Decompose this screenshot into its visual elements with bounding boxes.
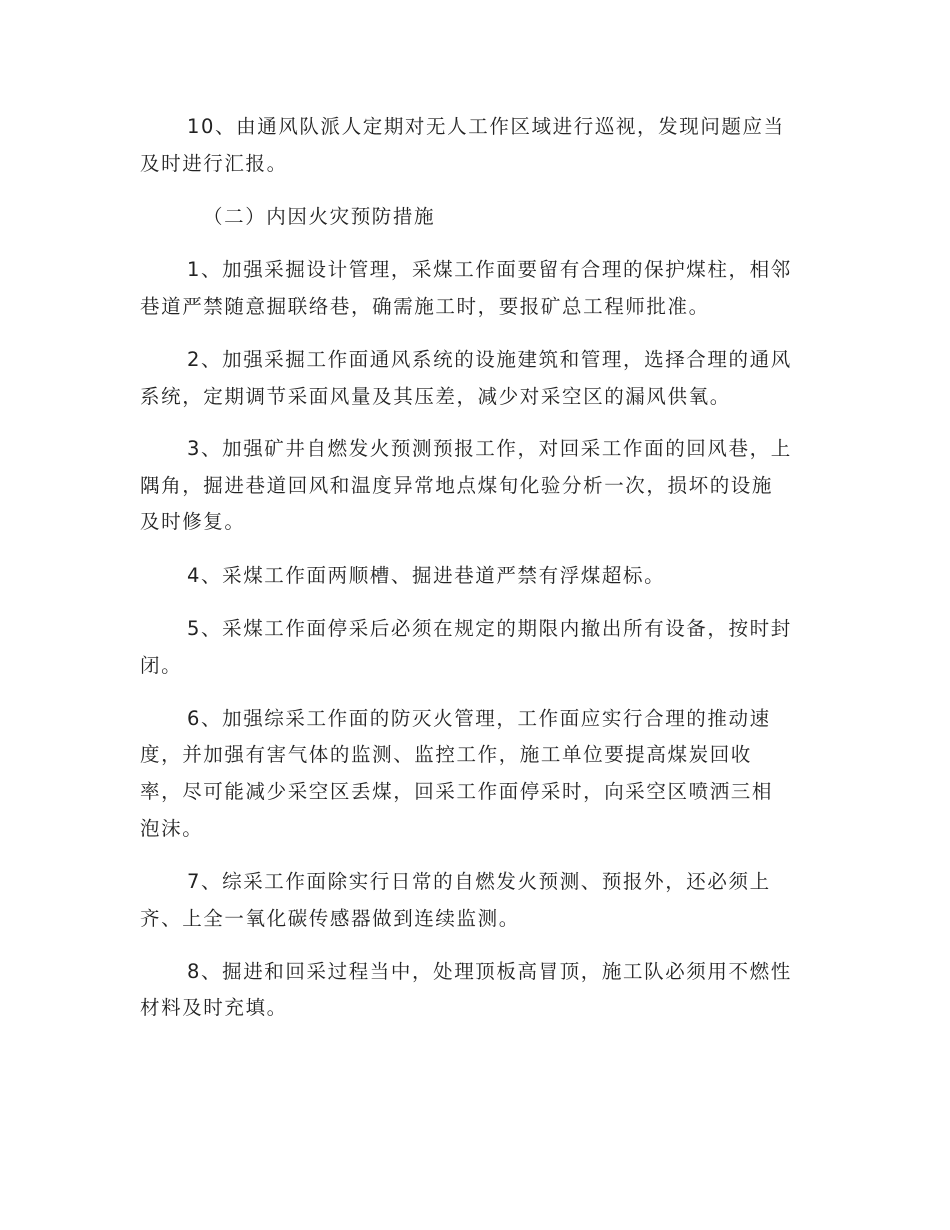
item-5-line-1: 5、采煤工作面停采后必须在规定的期限内撤出所有设备，按时封: [187, 617, 792, 640]
item-5-line-2: 闭。: [140, 654, 183, 677]
item-8-line-1: 8、掘进和回采过程当中，处理顶板高冒顶，施工队必须用不燃性: [187, 960, 792, 983]
item-6-line-2: 度，并加强有害气体的监测、监控工作，施工单位要提高煤炭回收: [140, 743, 752, 766]
item-8-line-2: 材料及时充填。: [140, 996, 288, 1019]
item-7-line-2: 齐、上全一氧化碳传感器做到连续监测。: [140, 907, 520, 930]
item-4-line-1: 4、采煤工作面两顺槽、掘进巷道严禁有浮煤超标。: [187, 564, 666, 587]
item-6-line-3: 率，尽可能减少采空区丢煤，回采工作面停采时，向采空区喷洒三相: [140, 780, 774, 803]
item-6-line-1: 6、加强综采工作面的防灭火管理，工作面应实行合理的推动速: [187, 707, 771, 730]
item-1-line-2: 巷道严禁随意掘联络巷，确需施工时，要报矿总工程师批准。: [140, 295, 710, 318]
item-6-line-4: 泡沫。: [140, 817, 204, 840]
item-3-line-1: 3、加强矿井自燃发火预测预报工作，对回采工作面的回风巷，上: [187, 437, 792, 460]
item-3-line-2: 隅角，掘进巷道回风和温度异常地点煤旬化验分析一次，损坏的设施: [140, 474, 774, 497]
item-10-line-1: 10、由通风队派人定期对无人工作区域进行巡视，发现问题应当: [187, 115, 785, 138]
item-7-line-1: 7、综采工作面除实行日常的自燃发火预测、预报外，还必须上: [187, 870, 771, 893]
item-1-line-1: 1、加强采掘设计管理，采煤工作面要留有合理的保护煤柱，相邻: [187, 258, 792, 281]
item-2-line-1: 2、加强采掘工作面通风系统的设施建筑和管理，选择合理的通风: [187, 348, 792, 371]
section-heading: （二）内因火灾预防措施: [203, 205, 436, 228]
item-3-line-3: 及时修复。: [140, 510, 246, 533]
item-10-line-2: 及时进行汇报。: [140, 152, 288, 175]
item-2-line-2: 系统，定期调节采面风量及其压差，减少对采空区的漏风供氧。: [140, 385, 731, 408]
